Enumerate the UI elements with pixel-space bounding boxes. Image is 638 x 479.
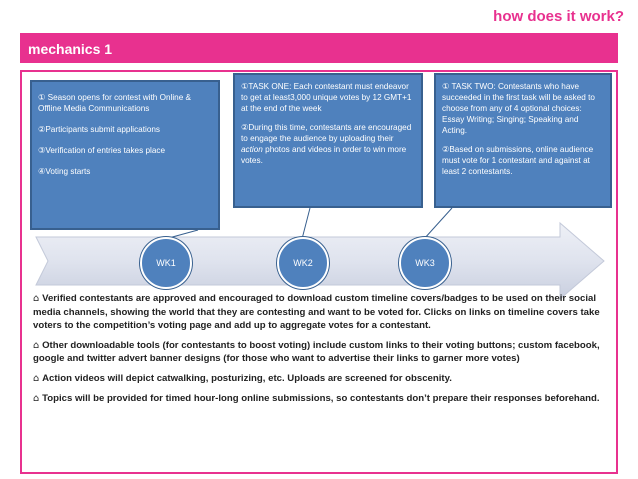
task-one-text: ①TASK ONE: Each contestant must endeavor to get at least3,000 unique votes by 12 GMT+1 at the end of the week bbox=[241, 82, 412, 113]
house-icon: ⌂ bbox=[33, 372, 40, 384]
step-text: ③Verification of entries takes place bbox=[38, 146, 166, 155]
house-icon: ⌂ bbox=[33, 393, 40, 404]
list-item: ⌂ Other downloadable tools (for contestants to boost voting) include custom links to their voting buttons; custom facebook, google and twitter advert banner designs (for those who want to advertise their links to garner more votes) bbox=[33, 339, 600, 364]
house-icon: ⌂ bbox=[33, 293, 40, 304]
task-box-overview bbox=[30, 80, 220, 230]
list-item: ⌂ Verified contestants are approved and encouraged to download custom timeline covers/badges to be used on their social media channels, showing the world that they are contesting and want to be voted for. Clicks on links on timeline covers take voters to the competition’s voting page and add up to aggregate votes for a contestant. bbox=[33, 293, 600, 331]
week-3-marker: WK3 bbox=[399, 237, 451, 289]
task-box-task-two bbox=[434, 73, 612, 208]
step-text: ④Voting starts bbox=[38, 167, 91, 176]
task-one-followup: ②During this time, contestants are encouraged to engage the audience by uploading their action photos and videos in order to win more votes. bbox=[241, 123, 412, 165]
step-text: ②Participants submit applications bbox=[38, 125, 161, 134]
section-header: mechanics 1 bbox=[20, 33, 618, 63]
connector-line bbox=[302, 208, 310, 239]
bullet-list bbox=[33, 292, 608, 412]
task-box-task-one bbox=[233, 73, 423, 208]
task-two-text: ① TASK TWO: Contestants who have succeeded in the first task will be asked to choose from any of 4 optional choices: Essay Writing; Singing; Speaking and Acting. bbox=[442, 82, 595, 135]
house-icon: ⌂ bbox=[33, 339, 40, 351]
week-2-marker: WK2 bbox=[277, 237, 329, 289]
week-1-marker: WK1 bbox=[140, 237, 192, 289]
step-text: ① Season opens for contest with Online & Offline Media Communications bbox=[38, 93, 191, 113]
list-item: ⌂ Action videos will depict catwalking, posturizing, etc. Uploads are screened for obscenity. bbox=[33, 372, 452, 384]
connector-line bbox=[424, 208, 452, 239]
list-item: ⌂ Topics will be provided for timed hour-long online submissions, so contestants don’t prepare their responses beforehand. bbox=[33, 393, 600, 404]
task-two-followup: ②Based on submissions, online audience must vote for 1 contestant and against at least 2 contestants. bbox=[442, 145, 594, 176]
page-title: how does it work? bbox=[493, 8, 624, 25]
